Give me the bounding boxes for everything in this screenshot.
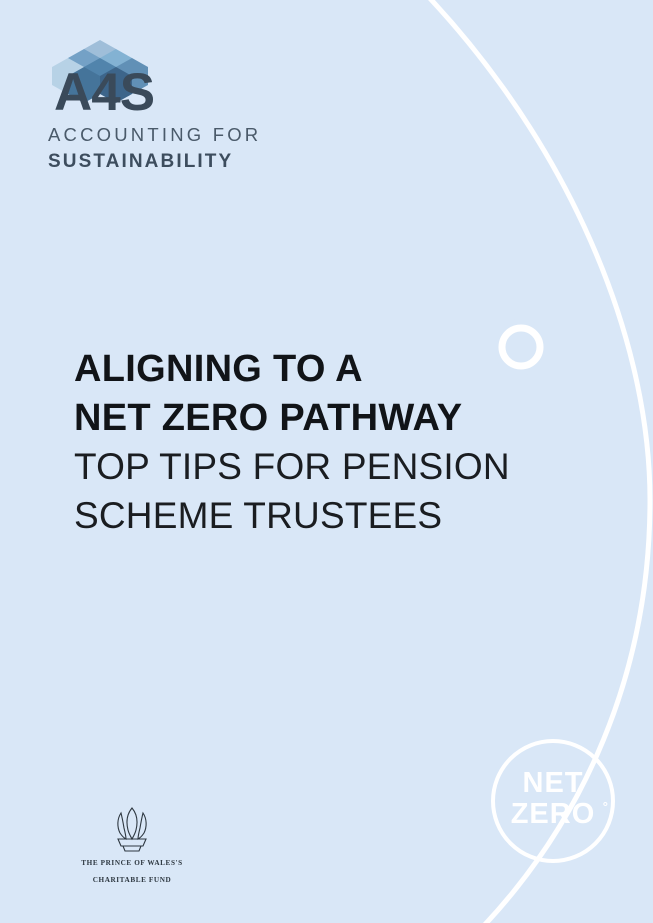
subtitle-line-2: SCHEME TRUSTEES (74, 495, 443, 537)
a4s-logo-line2: SUSTAINABILITY (48, 151, 234, 172)
cover-title-block (74, 345, 594, 541)
crest-line-1: THE PRINCE OF WALES'S (81, 859, 183, 868)
a4s-logo-text: A4S (54, 63, 155, 122)
a4s-logo-line1: ACCOUNTING FOR (48, 124, 262, 145)
title-line-2: NET ZERO PATHWAY (74, 396, 463, 439)
pwcf-crest (72, 806, 192, 885)
net-zero-bottom-text: ZERO (510, 798, 596, 830)
crown-feathers-icon (105, 806, 159, 852)
title-line-1: ALIGNING TO A (74, 348, 363, 390)
a4s-logo (48, 40, 298, 173)
net-zero-badge (489, 737, 617, 865)
subtitle-line-1: TOP TIPS FOR PENSION (74, 446, 510, 488)
net-zero-top-text: NET (522, 767, 584, 799)
a4s-logo-mark (50, 40, 170, 122)
net-zero-degree-symbol: ° (602, 799, 608, 814)
crest-line-2: CHARITABLE FUND (92, 875, 172, 884)
